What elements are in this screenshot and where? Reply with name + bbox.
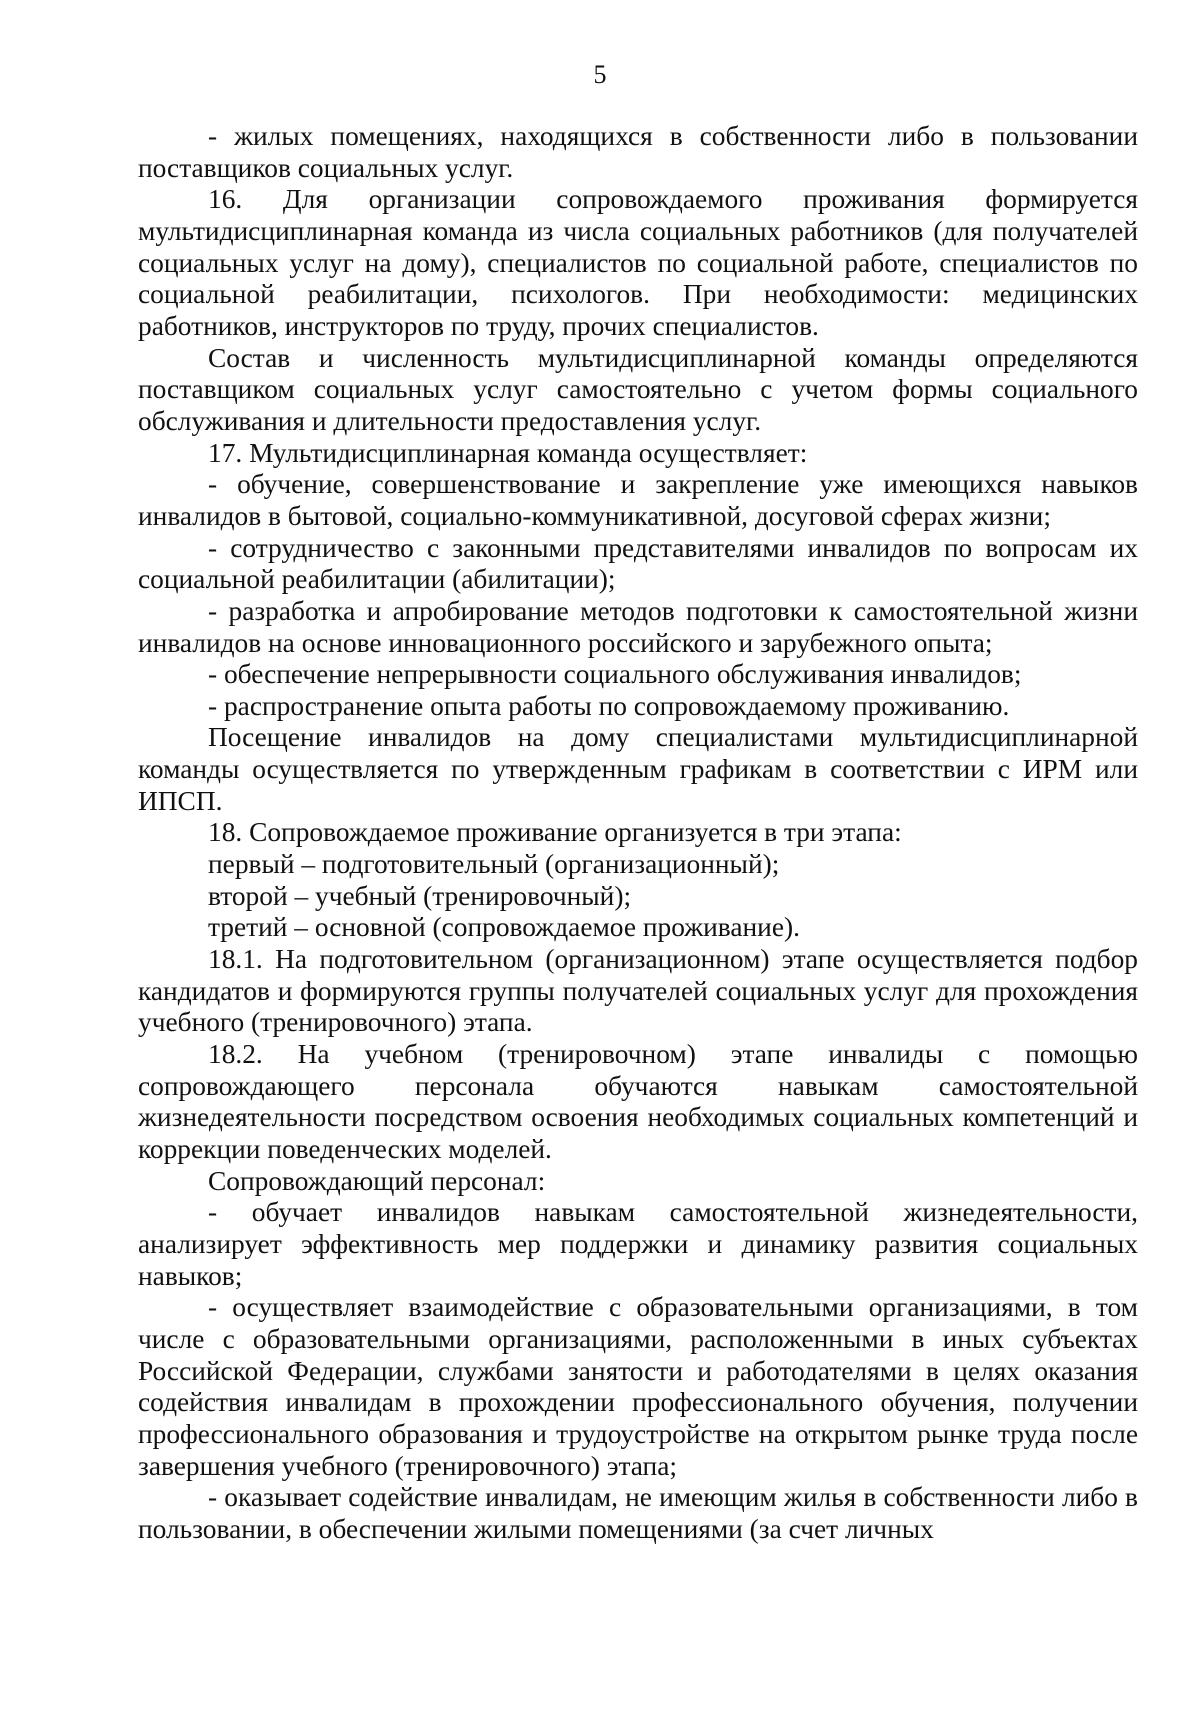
paragraph: - обучает инвалидов навыкам самостоятельной жизнедеятельности, анализирует эффективность мер поддержки и динамику развития социальных навыков; [138, 1197, 1138, 1291]
document-body [138, 121, 1138, 1546]
paragraph: Состав и численность мультидисциплинарной команды определяются поставщиком социальных услуг самостоятельно с учетом формы социального обслуживания и длительности предоставления услуг. [138, 342, 1138, 436]
paragraph: Сопровождающий персонал: [208, 1165, 546, 1196]
paragraph: - распространение опыта работы по сопровождаемому проживанию. [208, 690, 1010, 721]
paragraph: 16. Для организации сопровождаемого проживания формируется мультидисциплинарная команда из числа социальных работников (для получателей социальных услуг на дому), специалистов по социальной работе, специалистов по социальной реабилитации, психологов. При необходимости: медицинских работников, инструкторов по труду, прочих специалистов. [138, 184, 1138, 341]
paragraph: третий – основной (сопровождаемое проживание). [208, 912, 800, 943]
paragraph: 18.1. На подготовительном (организационном) этапе осуществляется подбор кандидатов и формируются группы получателей социальных услуг для прохождения учебного (тренировочного) этапа. [138, 944, 1138, 1038]
paragraph: второй – учебный (тренировочный); [208, 880, 632, 911]
paragraph: - обучение, совершенствование и закрепление уже имеющихся навыков инвалидов в бытовой, социально-коммуникативной, досуговой сферах жизни; [138, 469, 1138, 531]
page-number: 5 [593, 60, 607, 89]
paragraph: - осуществляет взаимодействие с образовательными организациями, в том числе с образовательными организациями, расположенными в иных субъектах Российской Федерации, службами занятости и работодателями в целях оказания содействия инвалидам в прохождении профессионального обучения, получении профессионального образования и трудоустройстве на открытом рынке труда после завершения учебного (тренировочного) этапа; [138, 1292, 1138, 1481]
paragraph: - жилых помещениях, находящихся в собственности либо в пользовании поставщиков социальных услуг. [138, 121, 1138, 183]
paragraph: Посещение инвалидов на дому специалистами мультидисциплинарной команды осуществляется по утвержденным графикам в соответствии с ИРМ или ИПСП. [138, 722, 1138, 816]
paragraph: - сотрудничество с законными представителями инвалидов по вопросам их социальной реабилитации (абилитации); [138, 532, 1138, 595]
paragraph: - оказывает содействие инвалидам, не имеющим жилья в собственности либо в пользовании, в обеспечении жилыми помещениями (за счет личных [138, 1482, 1138, 1544]
paragraph: - разработка и апробирование методов подготовки к самостоятельной жизни инвалидов на основе инновационного российского и зарубежного опыта; [138, 595, 1138, 658]
paragraph: 18.2. На учебном (тренировочном) этапе инвалиды с помощью сопровождающего персонала обучаются навыкам самостоятельной жизнедеятельности посредством освоения необходимых социальных компетенций и коррекции поведенческих моделей. [138, 1039, 1138, 1164]
paragraph: первый – подготовительный (организационный); [208, 849, 780, 880]
paragraph: - обеспечение непрерывности социального обслуживания инвалидов; [208, 659, 1022, 690]
paragraph: 18. Сопровождаемое проживание организуется в три этапа: [208, 817, 902, 848]
paragraph: 17. Мультидисциплинарная команда осуществляет: [208, 437, 808, 468]
